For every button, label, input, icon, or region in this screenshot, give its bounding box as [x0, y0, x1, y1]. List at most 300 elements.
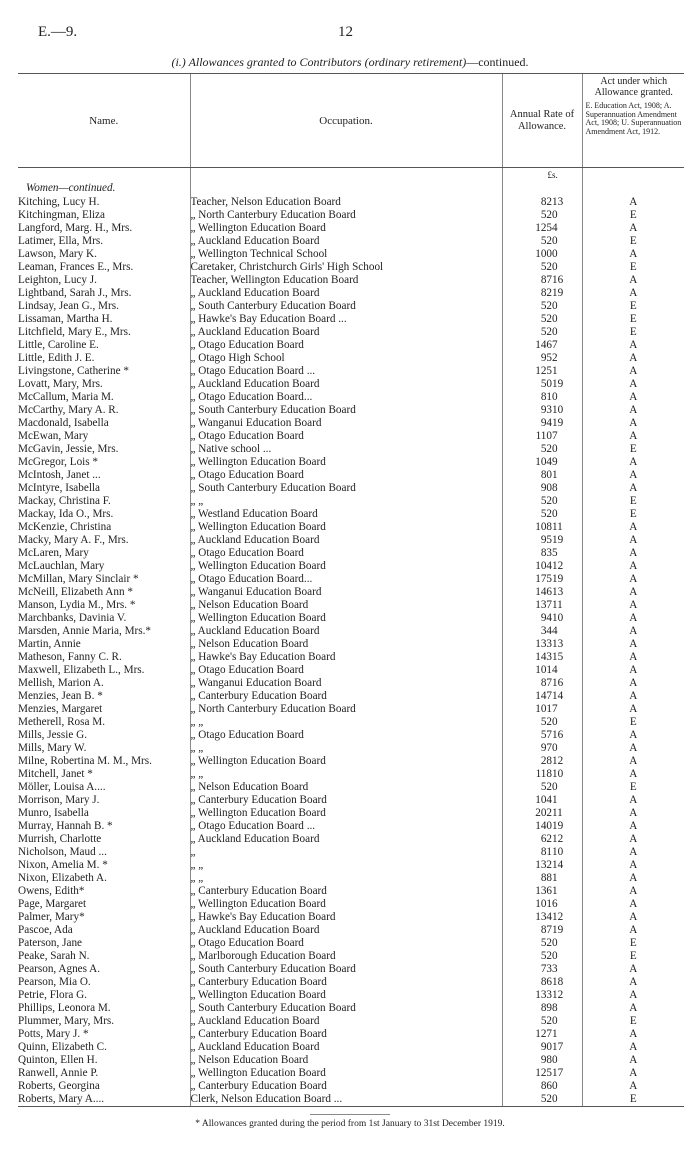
units-row: [18, 168, 684, 183]
pounds-cell: 73: [502, 963, 552, 976]
shillings-cell: 2: [552, 352, 558, 364]
occupation-cell: „ Canterbury Education Board: [190, 1028, 502, 1041]
name-cell: Phillips, Leonora M.: [18, 1002, 111, 1014]
pounds-cell: 28: [502, 755, 552, 768]
act-cell: A: [582, 1080, 684, 1093]
occupation-cell: „ Otago Education Board...: [190, 573, 502, 586]
name-cell: Menzies, Jean B. *: [18, 690, 103, 702]
table-subtitle: [0, 55, 700, 70]
act-cell: A: [582, 807, 684, 820]
act-cell: A: [582, 1002, 684, 1015]
table-row: [18, 755, 684, 768]
name-cell: Peake, Sarah N.: [18, 950, 90, 962]
name-cell: McMillan, Mary Sinclair *: [18, 573, 139, 585]
shilling-unit: s.: [552, 170, 558, 180]
table-row: [18, 313, 684, 326]
occupation-cell: „ South Canterbury Education Board: [190, 482, 502, 495]
table-row: [18, 898, 684, 911]
table-row: [18, 885, 684, 898]
occupation-cell: Clerk, Nelson Education Board ...: [190, 1093, 502, 1107]
shillings-cell: 0: [552, 1080, 558, 1092]
table-row: [18, 261, 684, 274]
occupation-cell: „ Wellington Education Board: [190, 807, 502, 820]
act-cell: E: [582, 1093, 684, 1107]
name-cell: Plummer, Mary, Mrs.: [18, 1015, 115, 1027]
name-cell: Marchbanks, Davinia V.: [18, 612, 127, 624]
name-cell: Leighton, Lucy J.: [18, 274, 97, 286]
occupation-cell: „ „: [190, 495, 502, 508]
pounds-cell: 104: [502, 456, 552, 469]
occupation-cell: „ Otago Education Board: [190, 469, 502, 482]
shillings-cell: 0: [552, 495, 558, 507]
name-cell: Nixon, Amelia M. *: [18, 859, 108, 871]
shillings-cell: 5: [552, 547, 558, 559]
name-cell: McLaren, Mary: [18, 547, 89, 559]
pounds-cell: 82: [502, 196, 552, 209]
pounds-cell: 101: [502, 703, 552, 716]
pounds-cell: 52: [502, 950, 552, 963]
shillings-cell: 10: [552, 768, 564, 780]
name-cell: Lawson, Mary K.: [18, 248, 97, 260]
name-cell: Quinton, Ellen H.: [18, 1054, 98, 1066]
pounds-cell: 52: [502, 261, 552, 274]
occupation-cell: „ Nelson Education Board: [190, 638, 502, 651]
act-cell: A: [582, 924, 684, 937]
shillings-cell: 0: [552, 1093, 582, 1107]
occupation-cell: „ Auckland Education Board: [190, 625, 502, 638]
pounds-cell: 118: [502, 768, 552, 781]
table-row: [18, 937, 684, 950]
shillings-cell: 19: [552, 573, 564, 585]
table-row: [18, 729, 684, 742]
pounds-cell: 133: [502, 989, 552, 1002]
act-cell: E: [582, 781, 684, 794]
pounds-cell: 98: [502, 1054, 552, 1067]
occupation-cell: „ Otago Education Board ...: [190, 365, 502, 378]
occupation-cell: „ Auckland Education Board: [190, 287, 502, 300]
table-row: [18, 716, 684, 729]
table-row: [18, 235, 684, 248]
pounds-cell: 57: [502, 729, 552, 742]
pounds-cell: 90: [502, 1041, 552, 1054]
pounds-cell: 52: [502, 235, 552, 248]
shillings-cell: 12: [552, 911, 564, 923]
pounds-cell: 83: [502, 547, 552, 560]
name-cell: McIntyre, Isabella: [18, 482, 101, 494]
pounds-cell: 50: [502, 378, 552, 391]
act-cell: E: [582, 937, 684, 950]
name-cell: Nicholson, Maud ...: [18, 846, 107, 858]
pounds-cell: 93: [502, 404, 552, 417]
table-row: [18, 651, 684, 664]
act-cell: A: [582, 534, 684, 547]
act-cell: A: [582, 456, 684, 469]
name-cell: Leaman, Frances E., Mrs.: [18, 261, 134, 273]
act-cell: E: [582, 235, 684, 248]
table-row: [18, 950, 684, 963]
act-cell: A: [582, 755, 684, 768]
pounds-cell: 52: [502, 1015, 552, 1028]
shillings-cell: 12: [552, 989, 564, 1001]
act-cell: E: [582, 326, 684, 339]
occupation-cell: „ Wellington Education Board: [190, 456, 502, 469]
occupation-cell: „ Hawke's Bay Education Board ...: [190, 313, 502, 326]
table-row: [18, 300, 684, 313]
table-row: [18, 586, 684, 599]
act-cell: A: [582, 885, 684, 898]
pounds-cell: 80: [502, 469, 552, 482]
act-cell: A: [582, 768, 684, 781]
pounds-cell: 52: [502, 443, 552, 456]
shillings-cell: 0: [552, 261, 558, 273]
name-cell: Ranwell, Annie P.: [18, 1067, 99, 1079]
occupation-cell: „ „: [190, 859, 502, 872]
pounds-cell: 52: [502, 300, 552, 313]
table-row: [18, 456, 684, 469]
pounds-cell: 87: [502, 924, 552, 937]
act-cell: A: [582, 365, 684, 378]
pounds-cell: 133: [502, 638, 552, 651]
occupation-cell: „ Wellington Technical School: [190, 248, 502, 261]
shillings-cell: 19: [552, 534, 564, 546]
act-cell: A: [582, 339, 684, 352]
table-row: [18, 378, 684, 391]
name-cell: Manson, Lydia M., Mrs. *: [18, 599, 136, 611]
shillings-cell: 1: [552, 885, 558, 897]
name-cell: Mills, Jessie G.: [18, 729, 87, 741]
act-cell: E: [582, 209, 684, 222]
name-cell: McCallum, Maria M.: [18, 391, 114, 403]
table-row: [18, 209, 684, 222]
table-row: [18, 248, 684, 261]
occupation-cell: „ Wanganui Education Board: [190, 417, 502, 430]
occupation-cell: „ Canterbury Education Board: [190, 976, 502, 989]
shillings-cell: 7: [552, 703, 558, 715]
act-cell: E: [582, 508, 684, 521]
name-cell: Petrie, Flora G.: [18, 989, 87, 1001]
pounds-cell: 52: [502, 209, 552, 222]
occupation-cell: „ Canterbury Education Board: [190, 690, 502, 703]
column-header-act: [582, 74, 684, 168]
pounds-cell: 134: [502, 911, 552, 924]
occupation-cell: „ Wanganui Education Board: [190, 586, 502, 599]
name-cell: Lightband, Sarah J., Mrs.: [18, 287, 132, 299]
act-header-legend: E. Education Act, 1908; A. Superannuation Amendment Act, 1908; U. Superannuation Amendment Act, 1912.: [585, 101, 682, 136]
pounds-cell: 202: [502, 807, 552, 820]
act-cell: E: [582, 950, 684, 963]
table-row: [18, 560, 684, 573]
table-row: [18, 1041, 684, 1054]
pounds-cell: 137: [502, 599, 552, 612]
table-row: [18, 222, 684, 235]
name-cell: McGavin, Jessie, Mrs.: [18, 443, 119, 455]
name-cell: Little, Edith J. E.: [18, 352, 95, 364]
occupation-cell: „ Otago Education Board: [190, 664, 502, 677]
table-row: [18, 404, 684, 417]
occupation-cell: „ Auckland Education Board: [190, 924, 502, 937]
name-cell: Lovatt, Mary, Mrs.: [18, 378, 103, 390]
name-cell: Matheson, Fanny C. R.: [18, 651, 122, 663]
pounds-cell: 87: [502, 274, 552, 287]
name-cell: Martin, Annie: [18, 638, 81, 650]
shillings-cell: 1: [552, 1028, 558, 1040]
shillings-cell: 0: [552, 508, 558, 520]
pounds-cell: 94: [502, 417, 552, 430]
table-row: [18, 1002, 684, 1015]
table-row: [18, 833, 684, 846]
shillings-cell: 9: [552, 456, 558, 468]
table-row: [18, 963, 684, 976]
act-cell: A: [582, 521, 684, 534]
table-row: [18, 664, 684, 677]
pounds-cell: 136: [502, 885, 552, 898]
occupation-cell: „ Nelson Education Board: [190, 1054, 502, 1067]
pounds-cell: 127: [502, 1028, 552, 1041]
name-cell: Metherell, Rosa M.: [18, 716, 105, 728]
occupation-cell: „ „: [190, 716, 502, 729]
table-row: [18, 391, 684, 404]
act-cell: A: [582, 573, 684, 586]
section-row: [18, 182, 684, 196]
occupation-cell: „ Wellington Education Board: [190, 989, 502, 1002]
table-row: [18, 326, 684, 339]
occupation-cell: „ Wellington Education Board: [190, 755, 502, 768]
table-row: [18, 794, 684, 807]
pounds-cell: 132: [502, 859, 552, 872]
name-cell: Macdonald, Isabella: [18, 417, 109, 429]
pounds-cell: 52: [502, 326, 552, 339]
occupation-cell: „ Canterbury Education Board: [190, 1080, 502, 1093]
act-cell: A: [582, 430, 684, 443]
name-cell: Munro, Isabella: [18, 807, 89, 819]
name-cell: McKenzie, Christina: [18, 521, 112, 533]
table-row: [18, 443, 684, 456]
occupation-cell: „: [190, 846, 502, 859]
occupation-cell: „ Otago Education Board...: [190, 391, 502, 404]
shillings-cell: 19: [552, 924, 564, 936]
occupation-cell: „ Auckland Education Board: [190, 833, 502, 846]
name-cell: Milne, Robertina M. M., Mrs.: [18, 755, 152, 767]
shillings-cell: 16: [552, 677, 564, 689]
pounds-cell: 52: [502, 1093, 552, 1107]
name-cell: Paterson, Jane: [18, 937, 83, 949]
name-cell: Langford, Marg. H., Mrs.: [18, 222, 133, 234]
shillings-cell: 7: [552, 430, 558, 442]
pounds-cell: 104: [502, 794, 552, 807]
name-cell: Livingstone, Catherine *: [18, 365, 129, 377]
pounds-cell: 90: [502, 482, 552, 495]
shillings-cell: 12: [552, 755, 564, 767]
act-cell: A: [582, 378, 684, 391]
pounds-cell: 34: [502, 625, 552, 638]
pounds-cell: 104: [502, 560, 552, 573]
name-cell: Palmer, Mary*: [18, 911, 85, 923]
shillings-cell: 0: [552, 209, 558, 221]
occupation-cell: „ Marlborough Education Board: [190, 950, 502, 963]
shillings-cell: 17: [552, 1041, 564, 1053]
name-cell: Möller, Louisa A....: [18, 781, 106, 793]
act-cell: A: [582, 638, 684, 651]
table-row: [18, 989, 684, 1002]
act-cell: A: [582, 547, 684, 560]
act-cell: A: [582, 352, 684, 365]
name-cell: Pascoe, Ada: [18, 924, 73, 936]
shillings-cell: 19: [552, 820, 564, 832]
pounds-cell: 52: [502, 937, 552, 950]
occupation-cell: „ Hawke's Bay Education Board: [190, 911, 502, 924]
allowances-table: [18, 73, 684, 1107]
act-cell: A: [582, 703, 684, 716]
name-cell: Roberts, Georgina: [18, 1080, 100, 1092]
pounds-cell: 146: [502, 586, 552, 599]
name-cell: Litchfield, Mary E., Mrs.: [18, 326, 131, 338]
name-cell: McNeill, Elizabeth Ann *: [18, 586, 133, 598]
table-row: [18, 508, 684, 521]
pounds-cell: 86: [502, 976, 552, 989]
act-cell: A: [582, 599, 684, 612]
name-cell: Roberts, Mary A....: [18, 1093, 190, 1107]
occupation-cell: „ Otago High School: [190, 352, 502, 365]
shillings-cell: 10: [552, 404, 564, 416]
shillings-cell: 0: [552, 937, 558, 949]
act-cell: A: [582, 287, 684, 300]
act-cell: A: [582, 690, 684, 703]
occupation-cell: „ Canterbury Education Board: [190, 794, 502, 807]
shillings-cell: 13: [552, 196, 564, 208]
occupation-cell: „ Auckland Education Board: [190, 378, 502, 391]
shillings-cell: 19: [552, 378, 564, 390]
table-row: [18, 807, 684, 820]
occupation-cell: „ Wanganui Education Board: [190, 677, 502, 690]
shillings-cell: 19: [552, 287, 564, 299]
table-row: [18, 924, 684, 937]
act-cell: A: [582, 1028, 684, 1041]
table-row: [18, 742, 684, 755]
act-cell: A: [582, 612, 684, 625]
occupation-cell: „ South Canterbury Education Board: [190, 963, 502, 976]
name-cell: Latimer, Ella, Mrs.: [18, 235, 103, 247]
act-cell: A: [582, 404, 684, 417]
act-cell: A: [582, 651, 684, 664]
table-row: [18, 495, 684, 508]
table-row: [18, 781, 684, 794]
name-cell: Kitching, Lucy H.: [18, 196, 100, 208]
occupation-cell: „ Canterbury Education Board: [190, 885, 502, 898]
occupation-cell: „ Wellington Education Board: [190, 612, 502, 625]
occupation-cell: „ Westland Education Board: [190, 508, 502, 521]
table-row: [18, 573, 684, 586]
table-row: [18, 534, 684, 547]
occupation-cell: „ Otago Education Board: [190, 430, 502, 443]
shillings-cell: 0: [552, 300, 558, 312]
pounds-cell: 140: [502, 820, 552, 833]
table-row: [18, 339, 684, 352]
pounds-cell: 95: [502, 352, 552, 365]
shillings-cell: 14: [552, 859, 564, 871]
pounds-cell: 110: [502, 430, 552, 443]
name-cell: Macky, Mary A. F., Mrs.: [18, 534, 129, 546]
act-cell: A: [582, 677, 684, 690]
shillings-cell: 4: [552, 222, 558, 234]
occupation-cell: „ Hawke's Bay Education Board: [190, 651, 502, 664]
shillings-cell: 0: [552, 1015, 558, 1027]
name-cell: McLauchlan, Mary: [18, 560, 105, 572]
name-cell: Page, Margaret: [18, 898, 87, 910]
table-row: [18, 859, 684, 872]
shillings-cell: 0: [552, 235, 558, 247]
name-cell: McGregor, Lois *: [18, 456, 99, 468]
act-cell: A: [582, 1067, 684, 1080]
shillings-cell: 1: [552, 365, 558, 377]
subtitle-suffix: —continued.: [466, 55, 529, 69]
occupation-cell: „ „: [190, 872, 502, 885]
name-cell: Owens, Edith*: [18, 885, 85, 897]
table-row: [18, 1067, 684, 1080]
act-cell: A: [582, 872, 684, 885]
name-cell: Murrish, Charlotte: [18, 833, 102, 845]
shillings-cell: 11: [552, 807, 563, 819]
table-row: [18, 287, 684, 300]
occupation-cell: „ Nelson Education Board: [190, 599, 502, 612]
shillings-cell: 0: [552, 313, 558, 325]
act-cell: A: [582, 625, 684, 638]
act-cell: A: [582, 482, 684, 495]
name-cell: Lindsay, Jean G., Mrs.: [18, 300, 119, 312]
act-cell: A: [582, 222, 684, 235]
name-cell: Nixon, Elizabeth A.: [18, 872, 107, 884]
table-row: [18, 417, 684, 430]
act-cell: E: [582, 716, 684, 729]
act-cell: E: [582, 313, 684, 326]
occupation-cell: „ North Canterbury Education Board: [190, 209, 502, 222]
pounds-cell: 108: [502, 521, 552, 534]
pounds-cell: 146: [502, 339, 552, 352]
name-cell: Mackay, Ida O., Mrs.: [18, 508, 114, 520]
shillings-cell: 0: [552, 716, 558, 728]
name-cell: Morrison, Mary J.: [18, 794, 100, 806]
occupation-cell: „ South Canterbury Education Board: [190, 404, 502, 417]
pounds-cell: 97: [502, 742, 552, 755]
name-cell: Menzies, Margaret: [18, 703, 103, 715]
shillings-cell: 14: [552, 690, 564, 702]
occupation-cell: „ Otago Education Board: [190, 547, 502, 560]
shillings-cell: 0: [552, 742, 558, 754]
shillings-cell: 13: [552, 638, 564, 650]
pounds-cell: 86: [502, 1080, 552, 1093]
act-cell: A: [582, 469, 684, 482]
occupation-cell: „ Wellington Education Board: [190, 1067, 502, 1080]
act-cell: A: [582, 963, 684, 976]
shillings-cell: 0: [552, 781, 558, 793]
shillings-cell: 0: [552, 950, 558, 962]
footnote: * Allowances granted during the period from 1st January to 31st December 1919.: [195, 1119, 505, 1129]
table-row: [18, 1028, 684, 1041]
act-cell: A: [582, 391, 684, 404]
table-row: [18, 911, 684, 924]
table-row: [18, 1080, 684, 1093]
name-cell: Pearson, Mia O.: [18, 976, 91, 988]
pounds-cell: 101: [502, 898, 552, 911]
name-cell: Marsden, Annie Maria, Mrs.*: [18, 625, 151, 637]
act-cell: A: [582, 794, 684, 807]
pounds-cell: 81: [502, 391, 552, 404]
shillings-cell: 15: [552, 651, 564, 663]
pound-unit: £: [502, 168, 552, 183]
act-cell: A: [582, 729, 684, 742]
pounds-cell: 100: [502, 248, 552, 261]
act-cell: A: [582, 898, 684, 911]
pounds-cell: 125: [502, 222, 552, 235]
